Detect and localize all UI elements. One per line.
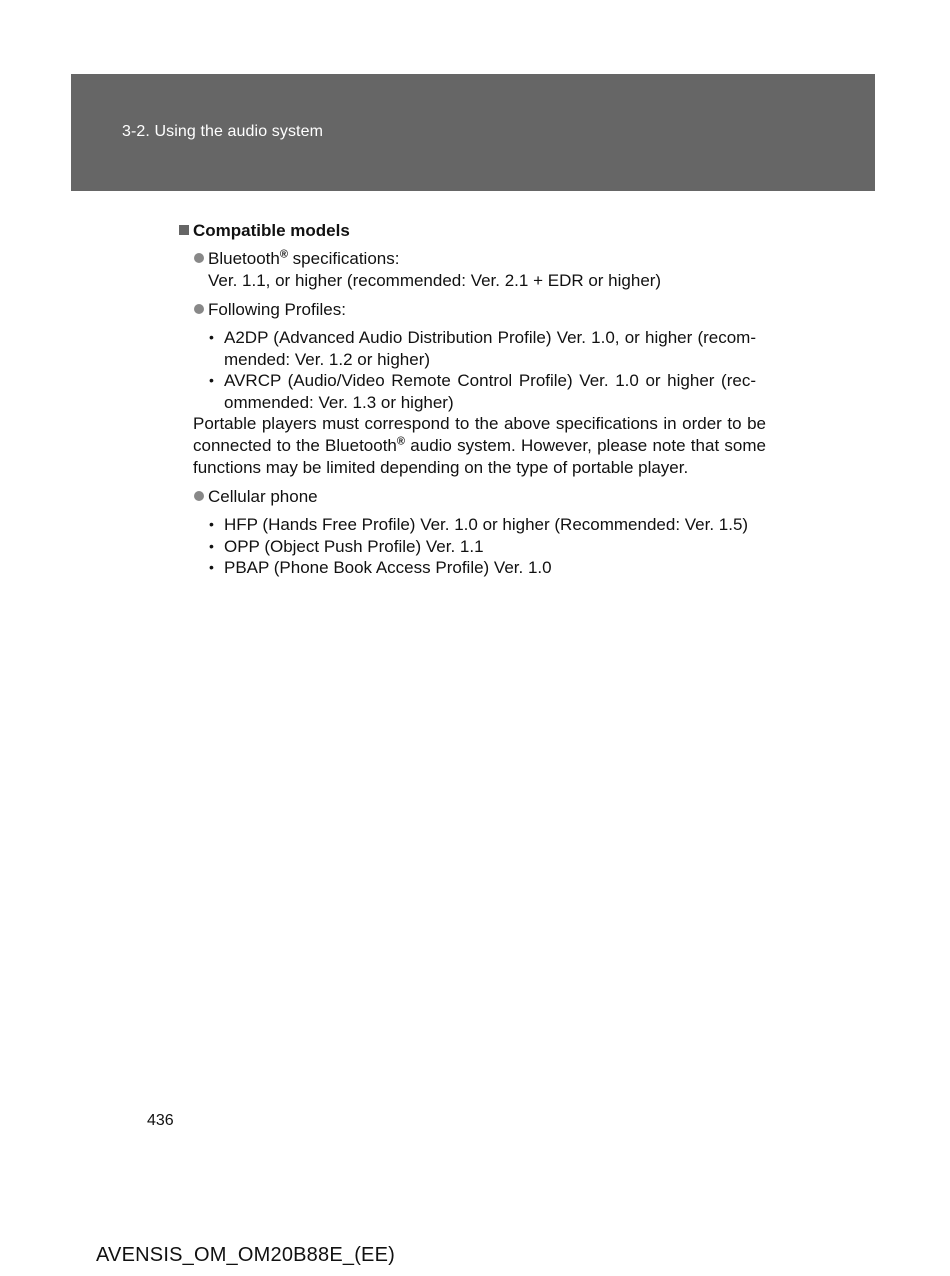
page-number: 436 [147, 1112, 174, 1129]
list-bullet: • [209, 329, 214, 345]
header-band [71, 74, 875, 191]
profile-item-avrcp-line1: AVRCP (Audio/Video Remote Control Profile) Ver. 1.0 or higher (rec- [224, 371, 756, 390]
profiles-note-line3: functions may be limited depending on the type of portable player. [193, 458, 689, 477]
profiles-note-line2 [193, 435, 766, 456]
profile-item-avrcp-line2: ommended: Ver. 1.3 or higher) [224, 393, 454, 412]
section-heading: Compatible models [193, 221, 350, 240]
section-title: 3-2. Using the audio system [122, 123, 324, 140]
bluetooth-label-suffix: specifications: [287, 249, 400, 268]
list-bullet: • [209, 372, 214, 388]
profile-item-a2dp-line1: A2DP (Advanced Audio Distribution Profile) Ver. 1.0, or higher (recom- [224, 328, 756, 347]
note-line2-suffix: audio system. However, please note that some [405, 436, 767, 455]
cellular-item-pbap: PBAP (Phone Book Access Profile) Ver. 1.0 [224, 558, 552, 577]
bluetooth-spec-label [208, 248, 399, 269]
list-bullet: • [209, 516, 214, 532]
registered-mark: ® [396, 435, 406, 448]
profile-item-a2dp-line2: mended: Ver. 1.2 or higher) [224, 350, 431, 369]
bluetooth-spec-detail: Ver. 1.1, or higher (recommended: Ver. 2.1 + EDR or higher) [208, 271, 662, 290]
circle-bullet-icon [194, 304, 204, 314]
registered-mark: ® [279, 248, 288, 261]
list-bullet: • [209, 538, 214, 554]
list-bullet: • [209, 559, 214, 575]
circle-bullet-icon [194, 491, 204, 501]
footer-document-code: AVENSIS_OM_OM20B88E_(EE) [96, 1244, 395, 1266]
profiles-note-line1: Portable players must correspond to the above specifications in order to be [193, 414, 766, 433]
cellular-label: Cellular phone [208, 487, 318, 506]
cellular-item-hfp: HFP (Hands Free Profile) Ver. 1.0 or higher (Recommended: Ver. 1.5) [224, 515, 749, 534]
profiles-label: Following Profiles: [208, 300, 346, 319]
note-line2-prefix: connected to the Bluetooth [193, 436, 397, 455]
circle-bullet-icon [194, 253, 204, 263]
bluetooth-label-prefix: Bluetooth [208, 249, 280, 268]
cellular-item-opp: OPP (Object Push Profile) Ver. 1.1 [224, 537, 484, 556]
square-bullet-icon [179, 225, 189, 235]
